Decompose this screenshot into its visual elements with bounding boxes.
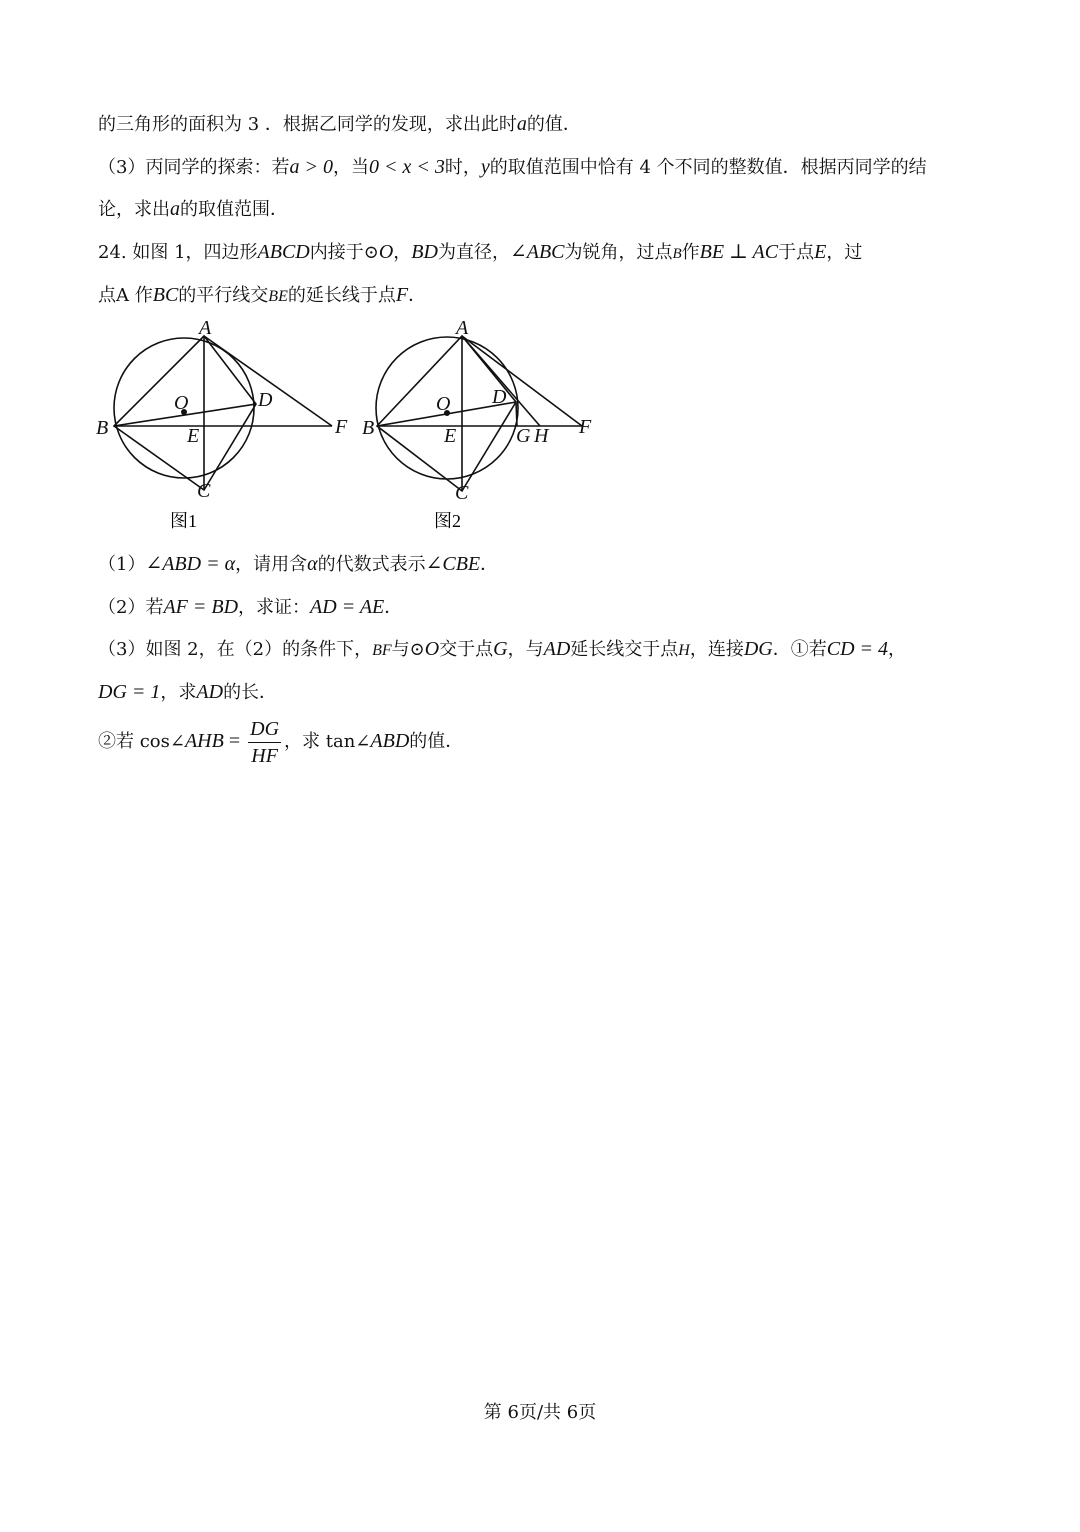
text: = — [223, 730, 246, 752]
text: （3）丙同学的探索：若 — [98, 157, 290, 178]
math-var: a — [170, 198, 180, 220]
problem-24-statement — [98, 240, 862, 266]
label-g: G — [516, 425, 531, 447]
question-3-text — [98, 155, 927, 180]
math-expr: AF = BD — [163, 596, 239, 618]
segment-af — [462, 336, 582, 426]
text: 的平行线交 — [178, 285, 269, 306]
text: 的值． — [526, 114, 581, 135]
label-b: B — [96, 417, 109, 439]
math-var: a — [516, 113, 527, 135]
text: ，当 — [332, 157, 369, 178]
text: 的取值范围． — [180, 199, 288, 220]
text: ，求证： — [238, 597, 311, 618]
figure-1 — [114, 336, 332, 490]
label-d: D — [492, 386, 507, 408]
label-e: E — [187, 425, 200, 447]
label-f: F — [579, 416, 592, 438]
text: 24. 如图 1，四边形 — [98, 242, 258, 263]
math-var: O — [424, 638, 440, 660]
text: （2）若 — [98, 597, 164, 618]
text: ． — [384, 597, 403, 618]
text: 论，求出 — [98, 199, 170, 220]
math-var: F — [395, 284, 409, 306]
geometry-figures — [90, 318, 610, 533]
label-h: H — [534, 425, 549, 447]
text: 点A 作 — [98, 285, 153, 306]
fraction-denominator: HF — [251, 744, 278, 767]
math-expr: BE ⊥ AC — [699, 241, 779, 263]
math-var: B — [672, 246, 682, 262]
text: 延长线交于点 — [570, 639, 679, 660]
subquestion-1 — [98, 552, 498, 577]
math-expr: DG = 1 — [98, 681, 161, 703]
subquestion-3 — [98, 637, 906, 663]
text: （3）如图 2，在（2）的条件下， — [98, 639, 373, 660]
text: 为直径， — [437, 242, 510, 263]
label-o: O — [436, 393, 451, 415]
page-footer: 第 6页/共 6页 — [483, 1402, 597, 1423]
text: 与⊙ — [391, 639, 425, 660]
math-expr: ABD — [370, 730, 410, 752]
text: （1） — [98, 554, 146, 575]
text: 的取值范围中恰有 4 个不同的整数值．根据丙同学的结 — [489, 157, 927, 178]
math-var: y — [480, 156, 490, 178]
label-o: O — [174, 392, 189, 414]
fraction — [248, 716, 281, 769]
text: 交于点 — [439, 639, 494, 660]
text-line-area-result — [98, 112, 581, 137]
label-c: C — [197, 480, 211, 502]
math-expr: AD — [196, 681, 224, 703]
problem-24-statement-cont — [98, 283, 426, 309]
math-expr: BD — [411, 241, 438, 263]
label-f: F — [335, 416, 348, 438]
math-expr: O — [378, 241, 394, 263]
math-expr: ∠ABD = α — [145, 553, 236, 575]
label-a: A — [456, 318, 469, 339]
math-var: α — [307, 553, 318, 575]
text: ，连接 — [689, 639, 744, 660]
math-var: E — [814, 241, 827, 263]
text: 的长． — [223, 682, 278, 703]
text: ． — [480, 554, 499, 575]
text: 的延长线于点 — [287, 285, 396, 306]
math-expr: ∠ABC — [509, 241, 565, 263]
text: ，过 — [826, 242, 863, 263]
subquestion-3-part-1-cont — [98, 680, 277, 705]
text: 内接于⊙ — [309, 242, 379, 263]
text: ②若 cos∠ — [98, 731, 185, 752]
math-expr: ∠CBE — [425, 553, 481, 575]
text: 的值． — [409, 731, 464, 752]
segment-af — [204, 336, 332, 426]
figure-2-labels — [362, 318, 592, 504]
text: ，求 — [160, 682, 197, 703]
subquestion-3-part-2 — [98, 713, 463, 770]
math-var: H — [678, 642, 690, 659]
math-expr: CD = 4 — [826, 638, 889, 660]
math-expr: AD — [543, 638, 571, 660]
math-expr: DG — [743, 638, 773, 660]
question-3-text-cont — [98, 197, 288, 222]
segment-dg — [516, 402, 517, 426]
text: ， — [393, 242, 412, 263]
text: ． — [408, 285, 427, 306]
text: 于点 — [778, 242, 815, 263]
label-a: A — [199, 318, 212, 339]
label-e: E — [444, 425, 457, 447]
text: 作 — [681, 242, 700, 263]
math-expr: ABCD — [257, 241, 310, 263]
label-d: D — [258, 389, 273, 411]
math-expr: 0 < x < 3 — [368, 156, 445, 178]
text: ，与 — [507, 639, 544, 660]
figure-1-caption: 图1 — [170, 511, 197, 531]
text: 时， — [444, 157, 481, 178]
text: ，求 tan∠ — [284, 731, 371, 752]
text: 的三角形的面积为 3 ．根据乙同学的发现，求出此时 — [98, 114, 517, 135]
text: ， — [888, 639, 907, 660]
math-expr: a > 0 — [289, 156, 333, 178]
subquestion-2 — [98, 595, 402, 620]
figure-2-caption: 图2 — [434, 511, 461, 531]
math-expr: BE — [268, 288, 288, 305]
math-var: G — [493, 638, 508, 660]
label-c: C — [455, 482, 469, 504]
math-expr: BF — [372, 642, 392, 659]
text: 为锐角，过点 — [564, 242, 673, 263]
label-b: B — [362, 417, 375, 439]
math-expr: BC — [152, 284, 179, 306]
math-expr: AD = AE — [310, 596, 385, 618]
text: ，请用含 — [235, 554, 308, 575]
fraction-numerator: DG — [248, 716, 281, 743]
text: 的代数式表示 — [317, 554, 426, 575]
segment-ah — [462, 336, 540, 426]
figure-2 — [376, 336, 582, 491]
math-expr: AHB — [184, 730, 224, 752]
text: ．①若 — [772, 639, 827, 660]
